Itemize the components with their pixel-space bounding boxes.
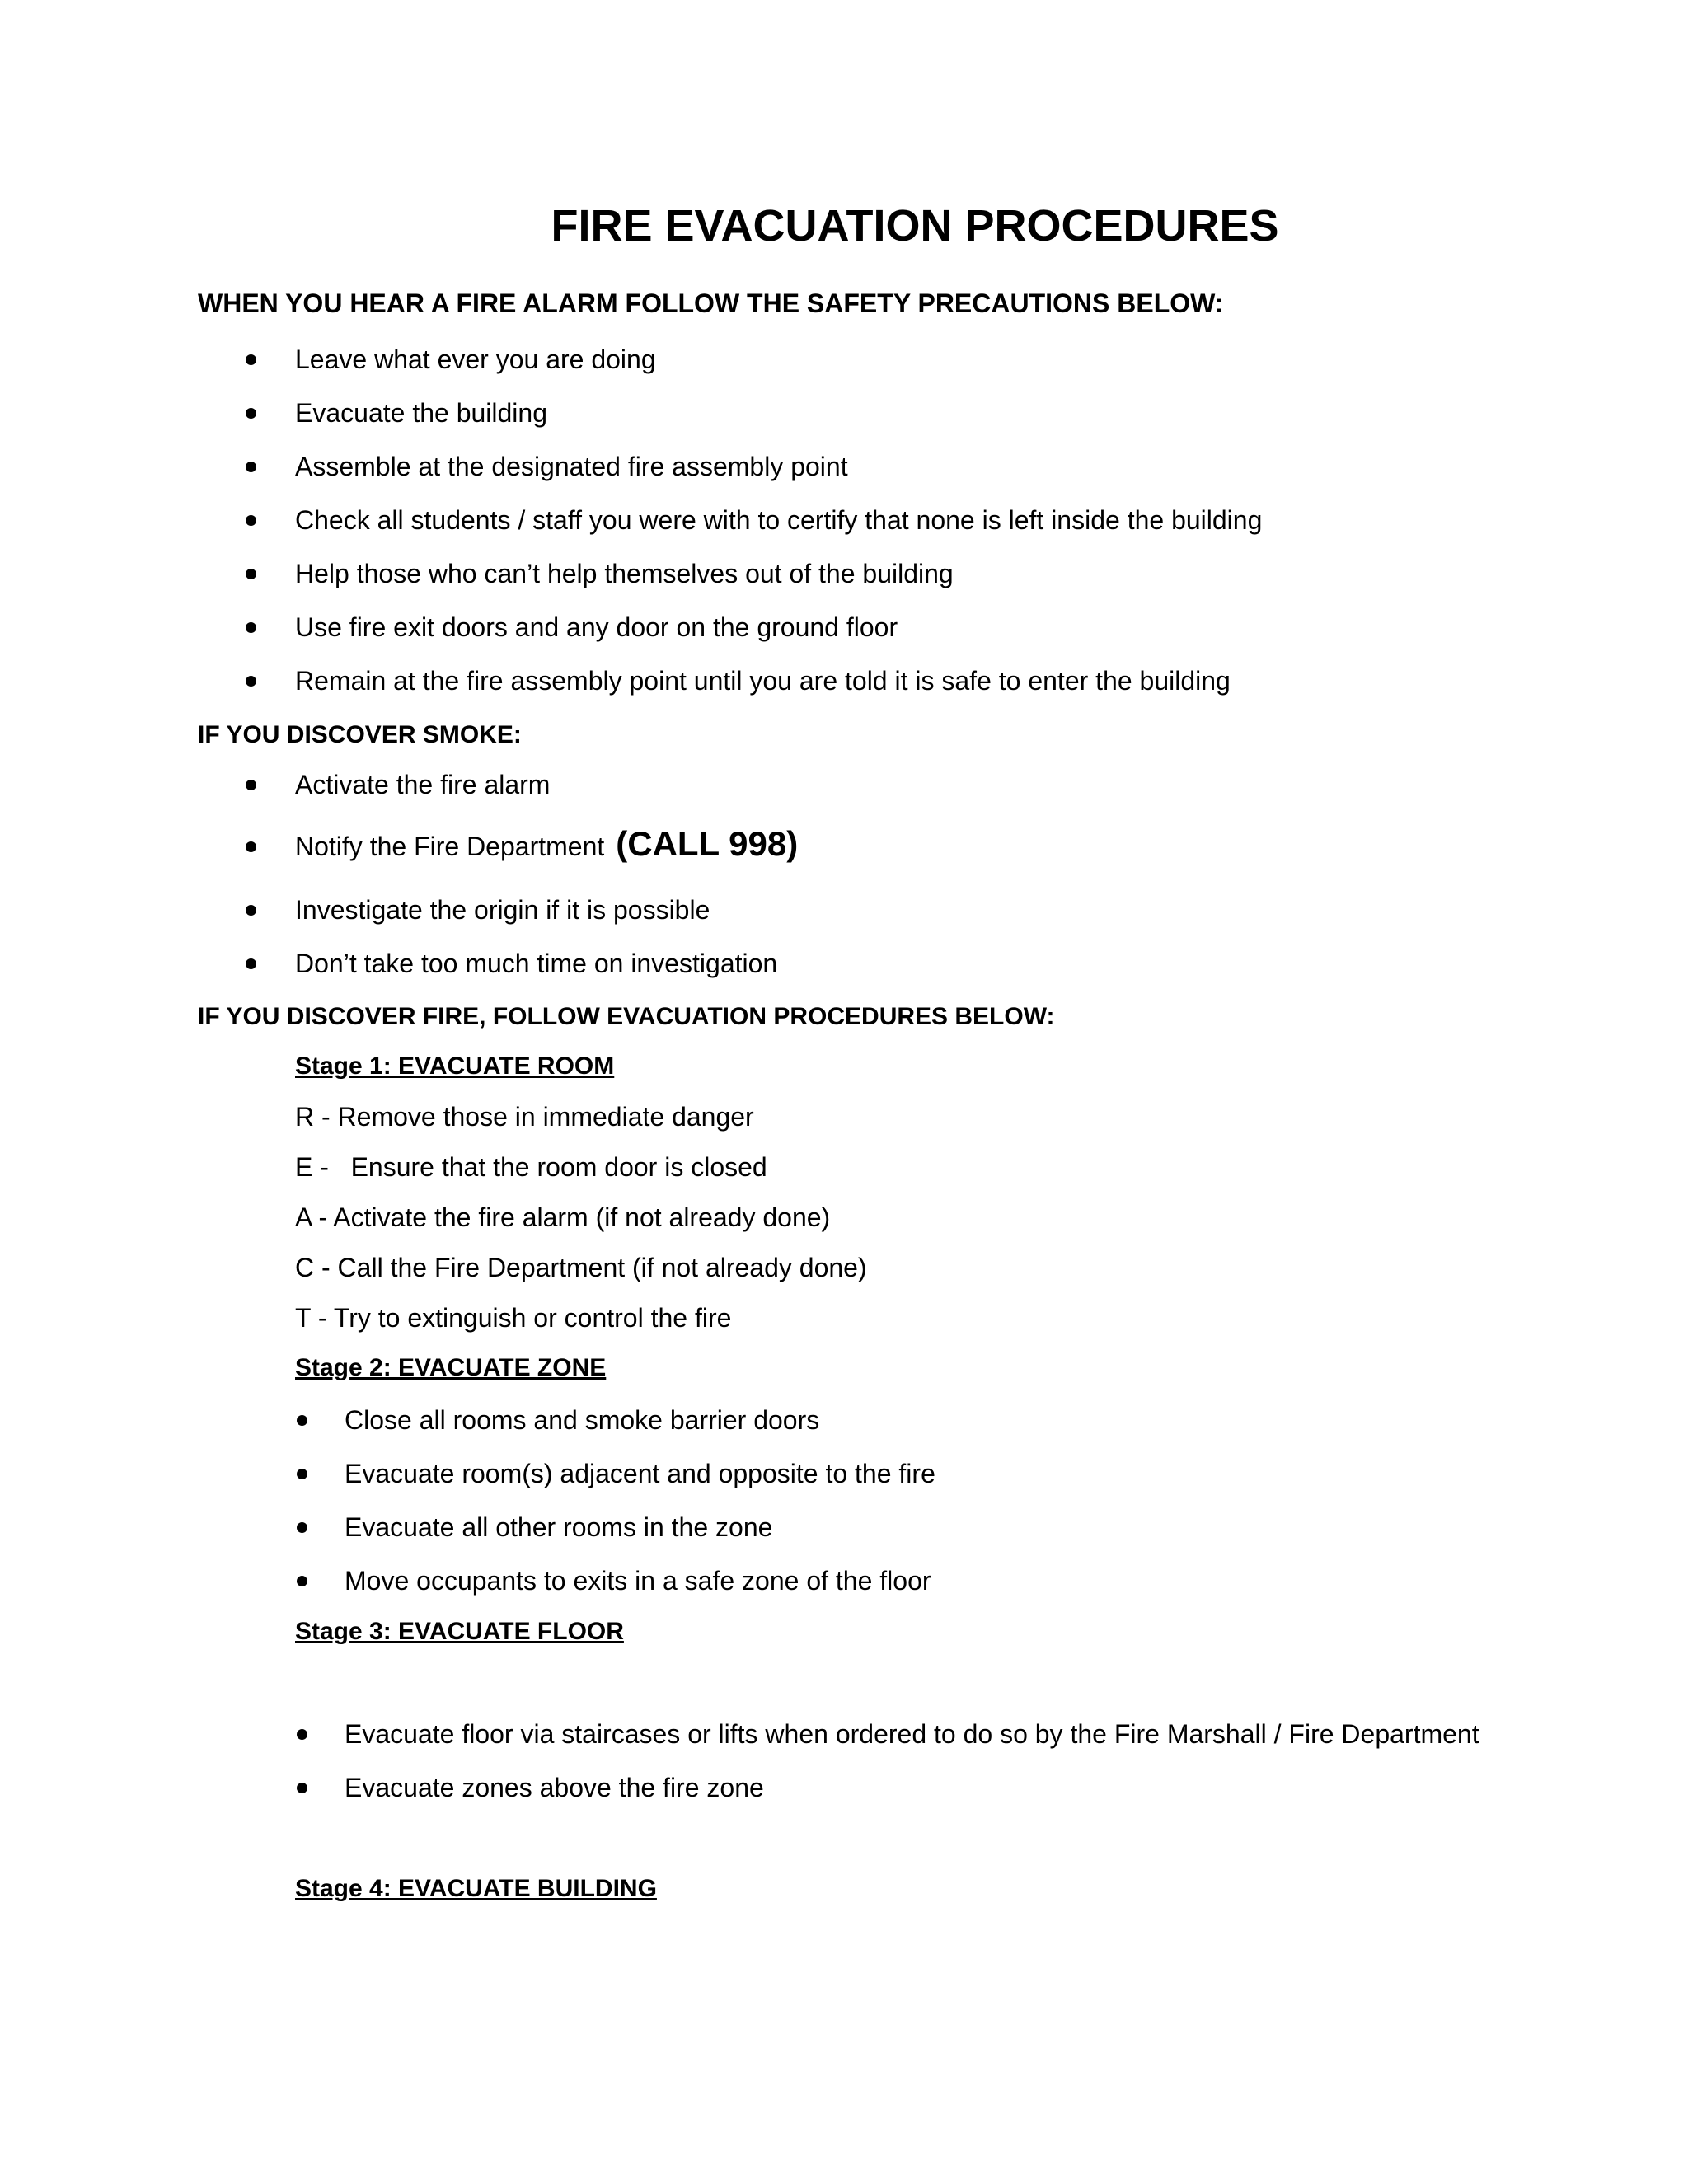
- bullet-icon: [246, 569, 256, 579]
- stage-2-list-item: Close all rooms and smoke barrier doors: [345, 1405, 820, 1435]
- bullet-icon: [297, 1415, 307, 1426]
- alarm-list-item: Use fire exit doors and any door on the ground floor: [295, 612, 898, 642]
- alarm-list-item: Check all students / staff you were with to certify that none is left inside the building: [295, 505, 1263, 535]
- stage-2-list-item: Evacuate all other rooms in the zone: [345, 1512, 773, 1542]
- race-step-line: R - Remove those in immediate danger: [295, 1102, 754, 1132]
- stage-3-list-item: Evacuate zones above the fire zone: [345, 1773, 764, 1802]
- bullet-icon: [246, 515, 256, 526]
- stage-3-list-item: Evacuate floor via staircases or lifts when ordered to do so by the Fire Marshall / Fire Department: [345, 1719, 1479, 1749]
- smoke-list-item: Don’t take too much time on investigation: [295, 949, 778, 978]
- smoke-section-heading: IF YOU DISCOVER SMOKE:: [198, 721, 522, 748]
- bullet-icon: [246, 622, 256, 633]
- bullet-icon: [246, 462, 256, 472]
- race-step-line: C - Call the Fire Department (if not already done): [295, 1253, 867, 1282]
- page-title: FIRE EVACUATION PROCEDURES: [551, 201, 1279, 251]
- bullet-icon: [297, 1469, 307, 1479]
- call-number-text: (CALL 998): [616, 824, 799, 863]
- alarm-list-item: Help those who can’t help themselves out of the building: [295, 559, 954, 588]
- smoke-list-item-notify: [295, 824, 799, 863]
- bullet-icon: [246, 780, 256, 790]
- fire-section-heading: IF YOU DISCOVER FIRE, FOLLOW EVACUATION PROCEDURES BELOW:: [198, 1003, 1055, 1030]
- stage-2-list-item: Move occupants to exits in a safe zone of the floor: [345, 1566, 931, 1596]
- race-step-line: E - Ensure that the room door is closed: [295, 1152, 767, 1182]
- bullet-icon: [246, 958, 256, 969]
- alarm-list-item: Evacuate the building: [295, 398, 547, 428]
- bullet-icon: [246, 408, 256, 419]
- bullet-icon: [297, 1522, 307, 1533]
- bullet-icon: [297, 1576, 307, 1586]
- bullet-icon: [297, 1783, 307, 1793]
- stage-4-title: Stage 4: EVACUATE BUILDING: [295, 1875, 657, 1902]
- alarm-list-item: Leave what ever you are doing: [295, 344, 656, 374]
- stage-2-title: Stage 2: EVACUATE ZONE: [295, 1354, 607, 1381]
- notify-text: Notify the Fire Department: [295, 832, 605, 861]
- smoke-list-item: Investigate the origin if it is possible: [295, 895, 710, 925]
- stage-3-title: Stage 3: EVACUATE FLOOR: [295, 1618, 624, 1645]
- race-step-line: A - Activate the fire alarm (if not already done): [295, 1202, 831, 1232]
- bullet-icon: [246, 676, 256, 687]
- stage-2-list-item: Evacuate room(s) adjacent and opposite to the fire: [345, 1459, 935, 1488]
- bullet-icon: [297, 1729, 307, 1740]
- stage-1-title: Stage 1: EVACUATE ROOM: [295, 1052, 615, 1080]
- bullet-icon: [246, 354, 256, 365]
- alarm-list-item: Remain at the fire assembly point until you are told it is safe to enter the building: [295, 666, 1231, 696]
- bullet-icon: [246, 905, 256, 916]
- alarm-section-heading: WHEN YOU HEAR A FIRE ALARM FOLLOW THE SAFETY PRECAUTIONS BELOW:: [198, 288, 1224, 318]
- alarm-list-item: Assemble at the designated fire assembly point: [295, 452, 848, 481]
- bullet-icon: [246, 841, 256, 852]
- smoke-list-item: Activate the fire alarm: [295, 770, 551, 799]
- race-step-line: T - Try to extinguish or control the fire: [295, 1303, 732, 1333]
